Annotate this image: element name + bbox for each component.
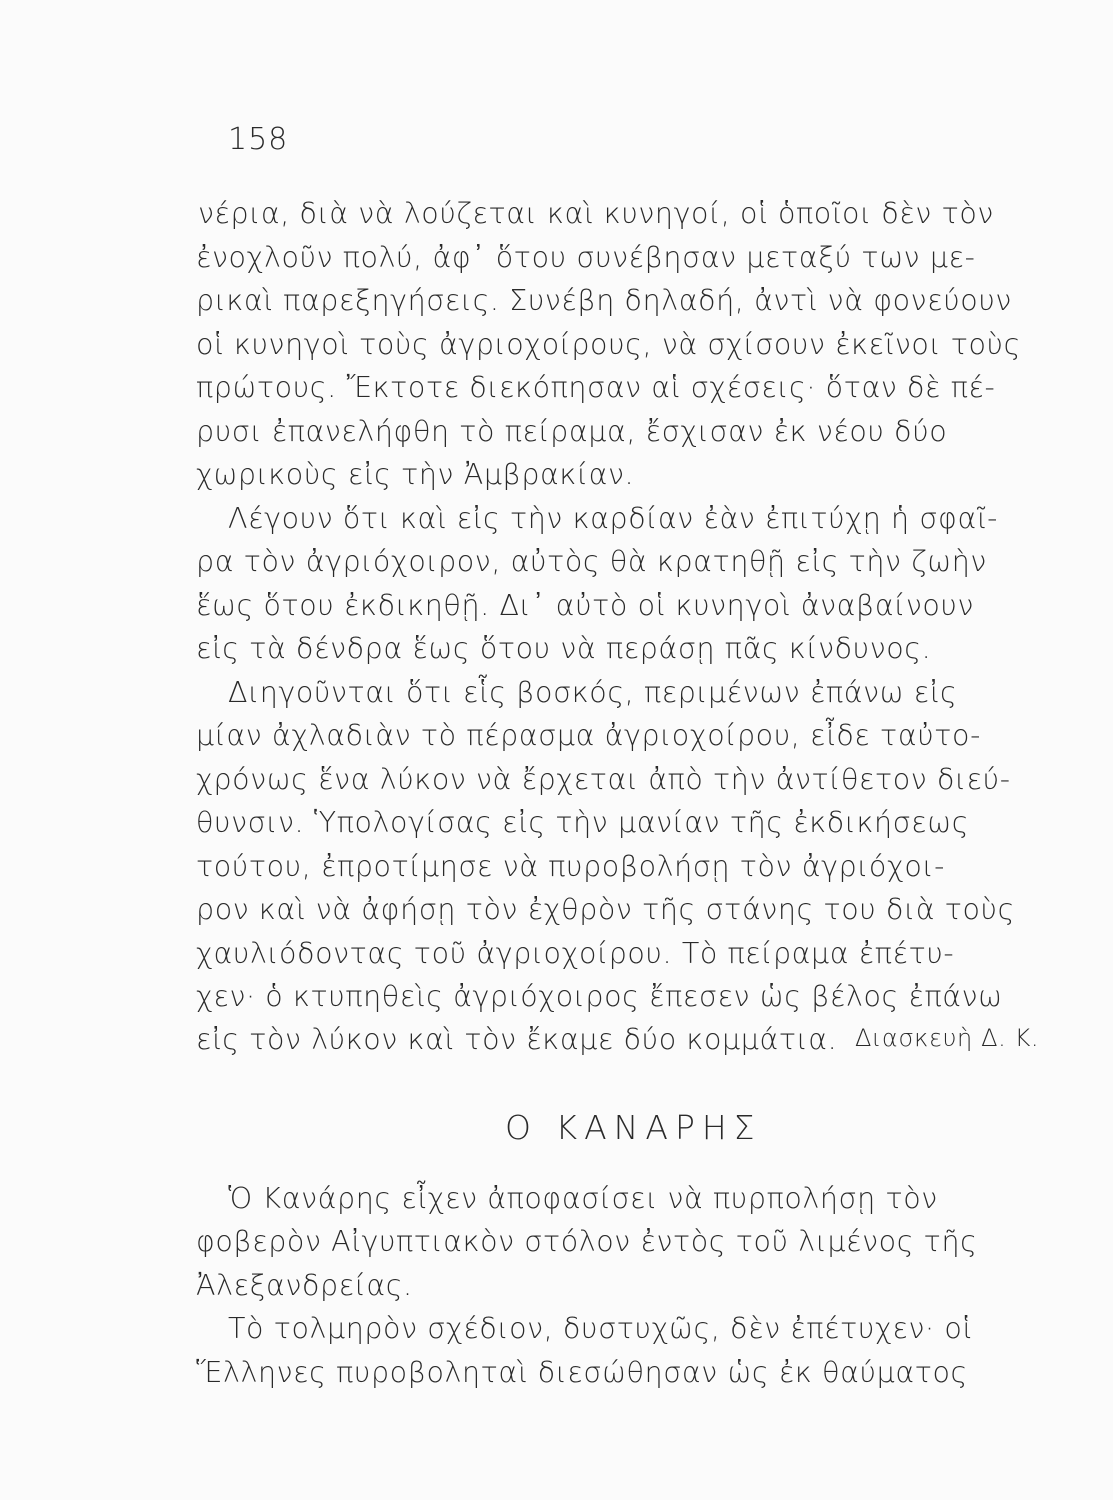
text-line: ρα τὸν ἀγριόχοιρον, αὐτὸς θὰ κρατηθῇ εἰς τὴν ζωὴν <box>196 545 987 578</box>
text-line: ρικαὶ παρεξηγήσεις. Συνέβη δηλαδή, ἀντὶ νὰ φονεύουν <box>196 284 1012 317</box>
text-line: πρώτους. Ἔκτοτε διεκόπησαν αἱ σχέσεις· ὅταν δὲ πέ- <box>196 371 996 404</box>
text-line: μίαν ἀχλαδιὰν τὸ πέρασμα ἀγριοχοίρου, εἶδε ταὐτο- <box>196 719 981 752</box>
text-line: τούτου, ἐπροτίμησε νὰ πυροβολήσῃ τὸν ἀγριόχοι- <box>196 850 945 883</box>
text-line: εἰς τὰ δένδρα ἕως ὅτου νὰ περάσῃ πᾶς κίνδυνος. <box>196 632 932 665</box>
text-line: Ὁ Κανάρης εἶχεν ἀποφασίσει νὰ πυρπολήσῃ τὸν <box>228 1182 938 1215</box>
text-line: φοβερὸν Αἰγυπτιακὸν στόλον ἐντὸς τοῦ λιμένος τῆς <box>196 1225 978 1258</box>
text-line: χωρικοὺς εἰς τὴν Ἀμβρακίαν. <box>196 458 635 491</box>
text-line: Ἕλληνες πυροβοληταὶ διεσώθησαν ὡς ἐκ θαύματος <box>196 1356 968 1389</box>
text-line: εἰς τὸν λύκον καὶ τὸν ἔκαμε δύο κομμάτια. <box>196 1023 838 1056</box>
section-title: Ο ΚΑΝΑΡΗΣ <box>505 1108 762 1147</box>
text-line: χεν· ὁ κτυπηθεὶς ἀγριόχοιρος ἔπεσεν ὡς βέλος ἐπάνω <box>196 980 1003 1013</box>
text-line: Τὸ τολμηρὸν σχέδιον, δυστυχῶς, δὲν ἐπέτυχεν· οἱ <box>228 1312 973 1345</box>
text-line: ρον καὶ νὰ ἀφήσῃ τὸν ἐχθρὸν τῆς στάνης του διὰ τοὺς <box>196 893 1015 926</box>
text-line: Διηγοῦνται ὅτι εἷς βοσκός, περιμένων ἐπάνω εἰς <box>228 676 958 709</box>
text-line: ρυσι ἐπανελήφθη τὸ πείραμα, ἔσχισαν ἐκ νέου δύο <box>196 415 948 448</box>
text-line: Ἀλεξανδρείας. <box>196 1269 413 1302</box>
author-signature: Διασκευὴ Δ. Κ. <box>855 1024 1040 1052</box>
text-line: χαυλιόδοντας τοῦ ἀγριοχοίρου. Τὸ πείραμα ἐπέτυ- <box>196 937 955 970</box>
text-line: θυνσιν. Ὑπολογίσας εἰς τὴν μανίαν τῆς ἐκδικήσεως <box>196 806 970 839</box>
text-line: νέρια, διὰ νὰ λούζεται καὶ κυνηγοί, οἱ ὁποῖοι δὲν τὸν <box>198 197 994 230</box>
text-line: ἕως ὅτου ἐκδικηθῇ. Δι᾽ αὐτὸ οἱ κυνηγοὶ ἀναβαίνουν <box>196 589 975 622</box>
text-line: Λέγουν ὅτι καὶ εἰς τὴν καρδίαν ἐὰν ἐπιτύχῃ ἡ σφαῖ- <box>228 502 998 535</box>
text-line: χρόνως ἕνα λύκον νὰ ἔρχεται ἀπὸ τὴν ἀντίθετον διεύ- <box>196 763 1011 796</box>
page-number: 158 <box>228 122 289 157</box>
text-line: ἐνοχλοῦν πολύ, ἀφ᾽ ὅτου συνέβησαν μεταξύ των με- <box>196 241 976 274</box>
text-line: οἱ κυνηγοὶ τοὺς ἀγριοχοίρους, νὰ σχίσουν ἐκεῖνοι τοὺς <box>196 328 1021 361</box>
